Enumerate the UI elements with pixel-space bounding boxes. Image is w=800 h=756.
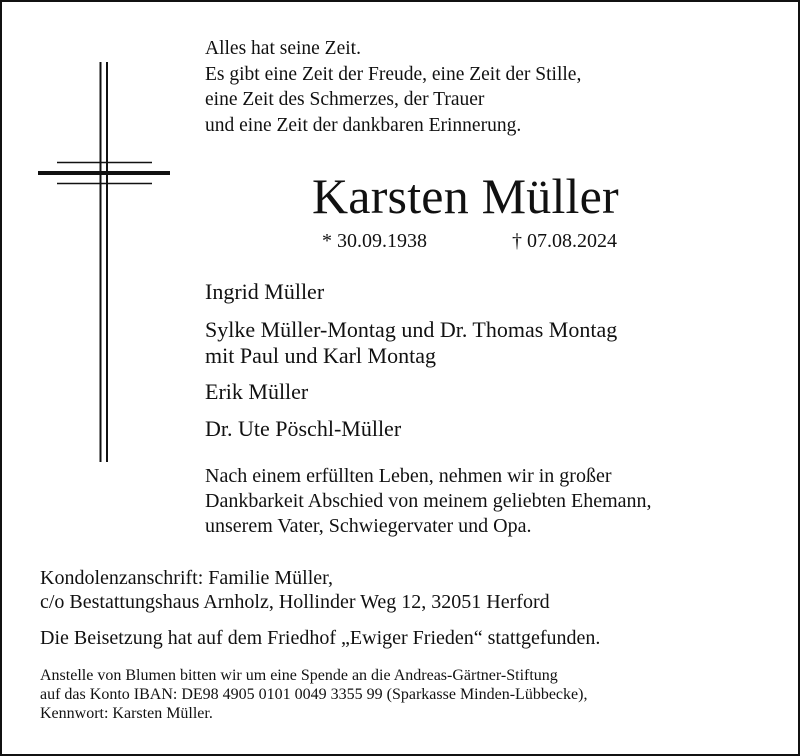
deceased-name: Karsten Müller (312, 168, 619, 224)
birth-date: * 30.09.1938 (322, 230, 427, 252)
family-member: Dr. Ute Pöschl-Müller (205, 416, 402, 441)
family-member: Sylke Müller-Montag und Dr. Thomas Montag (205, 317, 618, 342)
message-line: Nach einem erfüllten Leben, nehmen wir in großer (205, 465, 612, 487)
burial-note: Die Beisetzung hat auf dem Friedhof „Ewiger Frieden“ stattgefunden. (40, 627, 601, 649)
family-member: Ingrid Müller (205, 279, 325, 304)
donation-line: Anstelle von Blumen bitten wir um eine Spende an die Andreas-Gärtner-Stiftung (40, 667, 558, 684)
quote-line: Es gibt eine Zeit der Freude, eine Zeit der Stille, (205, 63, 582, 85)
death-date: † 07.08.2024 (512, 230, 617, 252)
message-line: unserem Vater, Schwiegervater und Opa. (205, 515, 532, 537)
family-member: mit Paul und Karl Montag (205, 343, 436, 368)
farewell-message (205, 464, 652, 539)
donation-line: Kennwort: Karsten Müller. (40, 705, 213, 722)
donation-note (40, 666, 587, 723)
quote-line: Alles hat seine Zeit. (205, 38, 361, 59)
condolence-address (40, 566, 550, 614)
quote-line: und eine Zeit der dankbaren Erinnerung. (205, 114, 522, 136)
quote-line: eine Zeit des Schmerzes, der Trauer (205, 89, 485, 110)
condolence-line: c/o Bestattungshaus Arnholz, Hollinder Weg 12, 32051 Herford (40, 591, 550, 613)
condolence-line: Kondolenzanschrift: Familie Müller, (40, 567, 334, 589)
family-member: Erik Müller (205, 379, 309, 404)
donation-line: auf das Konto IBAN: DE98 4905 0101 0049 3355 99 (Sparkasse Minden-Lübbecke), (40, 686, 588, 703)
opening-quote (205, 36, 581, 138)
cross-icon (38, 62, 170, 462)
message-line: Dankbarkeit Abschied von meinem geliebten Ehemann, (205, 490, 652, 512)
